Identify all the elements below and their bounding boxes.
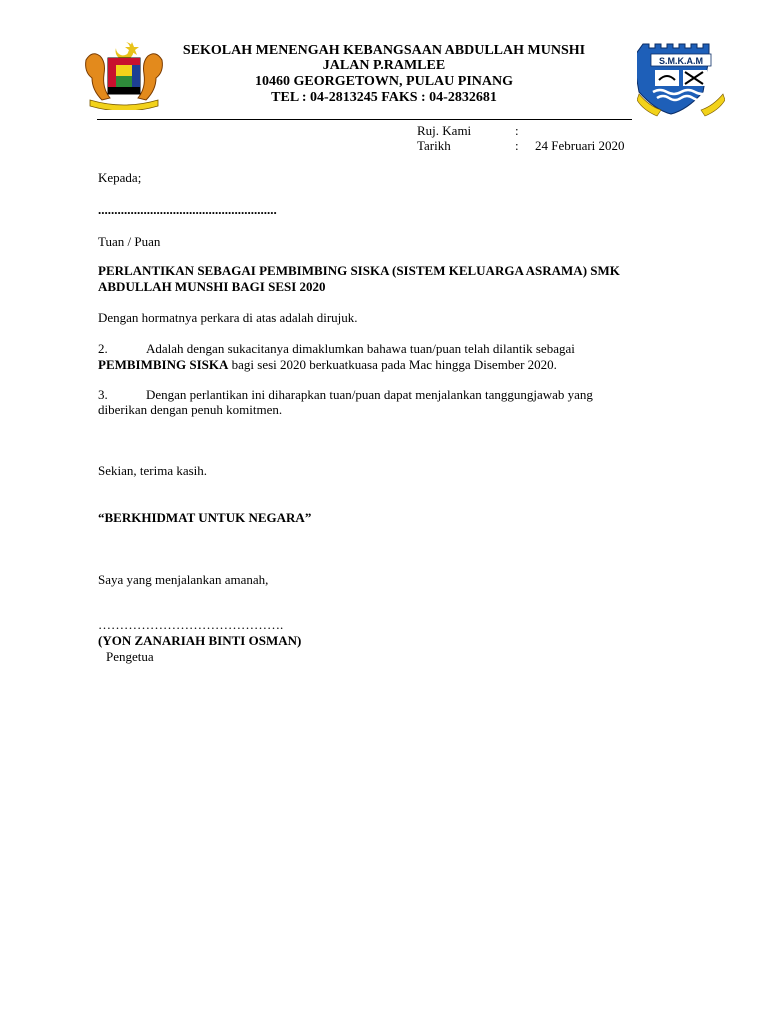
school-name: SEKOLAH MENENGAH KEBANGSAAN ABDULLAH MUNSHI xyxy=(182,43,586,58)
subject-line-2: ABDULLAH MUNSHI BAGI SESI 2020 xyxy=(98,279,326,294)
closing-thanks: Sekian, terima kasih. xyxy=(98,463,208,478)
signatory-name: (YON ZANARIAH BINTI OSMAN) xyxy=(98,633,302,648)
ruj-separator: : xyxy=(515,123,519,138)
school-city: 10460 GEORGETOWN, PULAU PINANG xyxy=(255,74,513,89)
paragraph-2-rest: bagi sesi 2020 berkuatkuasa pada Mac hingga Disember 2020. xyxy=(228,357,557,372)
tarikh-value: 24 Februari 2020 xyxy=(535,138,625,153)
motto: “BERKHIDMAT UNTUK NEGARA” xyxy=(98,510,312,525)
school-street: JALAN P.RAMLEE xyxy=(322,58,446,73)
paragraph-3-line-1: Dengan perlantikan ini diharapkan tuan/puan dapat menjalankan tanggungjawab yang xyxy=(146,387,593,402)
paragraph-2-number: 2. xyxy=(98,341,108,356)
paragraph-2-line-2 xyxy=(98,357,557,373)
tarikh-separator: : xyxy=(515,138,519,153)
paragraph-3-number: 3. xyxy=(98,387,108,402)
amanah-line: Saya yang menjalankan amanah, xyxy=(98,572,269,587)
paragraph-2-bold: PEMBIMBING SISKA xyxy=(98,357,229,372)
school-phone-fax: TEL : 04-2813245 FAKS : 04-2832681 xyxy=(271,90,497,105)
opening-paragraph: Dengan hormatnya perkara di atas adalah dirujuk. xyxy=(98,310,358,325)
subject-line-1: PERLANTIKAN SEBAGAI PEMBIMBING SISKA (SISTEM KELUARGA ASRAMA) SMK xyxy=(98,263,620,278)
paragraph-2-line-1: Adalah dengan sukacitanya dimaklumkan bahawa tuan/puan telah dilantik sebagai xyxy=(146,341,575,356)
header-divider xyxy=(97,119,632,120)
kepada-label: Kepada; xyxy=(98,170,142,185)
signatory-title: Pengetua xyxy=(106,649,154,664)
ruj-label: Ruj. Kami xyxy=(417,123,472,138)
recipient-dots: ....................................................... xyxy=(98,202,277,217)
tarikh-label: Tarikh xyxy=(417,138,451,153)
paragraph-3-line-2: diberikan dengan penuh komitmen. xyxy=(98,402,283,417)
crest-banner: S.M.K.A.M xyxy=(659,56,703,66)
signature-dots: ……………………………………. xyxy=(98,617,284,632)
salutation: Tuan / Puan xyxy=(98,234,161,249)
